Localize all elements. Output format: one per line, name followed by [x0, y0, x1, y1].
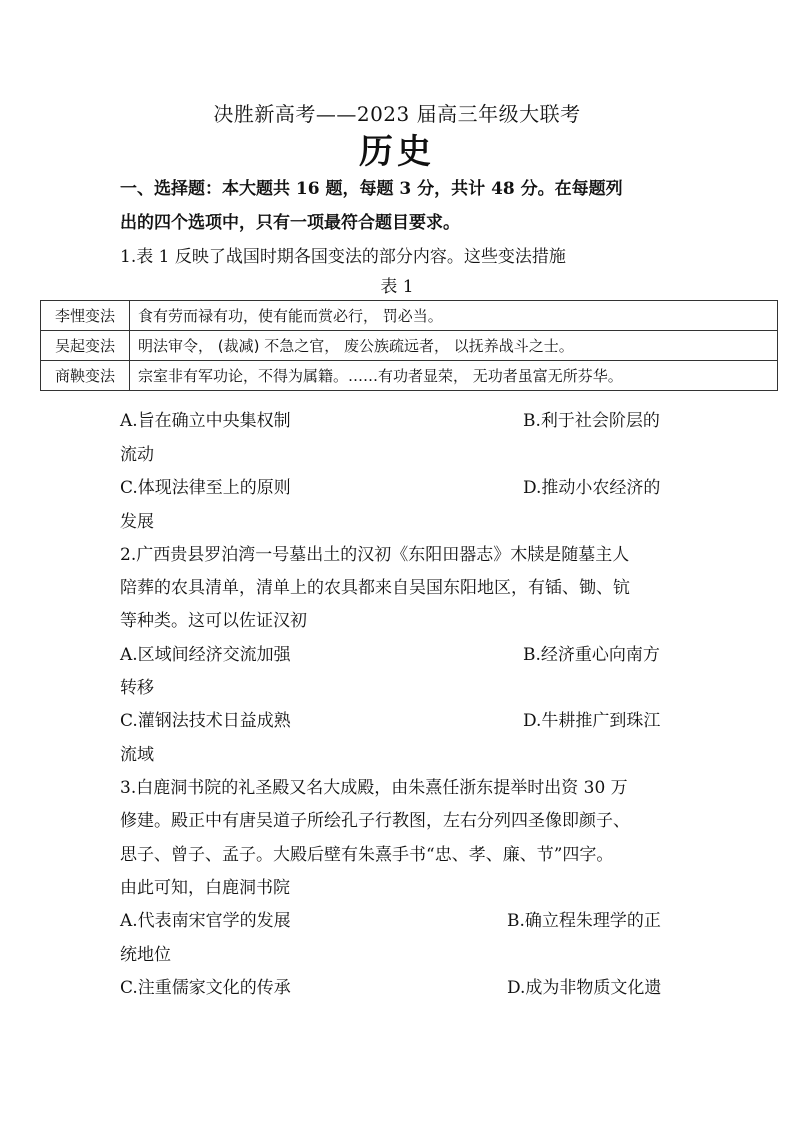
- reform-content: 宗室非有军功论，不得为属籍。……有功者显荣， 无功者虽富无所芬华。: [130, 361, 778, 391]
- table-caption: 表 1: [380, 277, 414, 297]
- exam-title: 决胜新高考——2023 届高三年级大联考: [213, 102, 581, 126]
- q2-option-b: B.经济重心向南方: [523, 645, 660, 665]
- table-row: [41, 331, 778, 361]
- question-3-stem-line3: 思子、曾子、孟子。大殿后壁有朱熹手书“忠、孝、廉、节”四字。: [120, 845, 614, 865]
- question-3-stem-line1: 3.白鹿洞书院的礼圣殿又名大成殿，由朱熹任浙东提举时出资 30 万: [120, 778, 628, 798]
- q3-option-b: B.确立程朱理学的正: [507, 911, 661, 931]
- q3-option-b-wrap: 统地位: [120, 945, 171, 965]
- q3-option-a: A.代表南宋官学的发展: [120, 911, 291, 931]
- q2-option-c: C.灌钢法技术日益成熟: [120, 711, 291, 731]
- question-1-stem: 1.表 1 反映了战国时期各国变法的部分内容。这些变法措施: [120, 247, 566, 267]
- table-row: [41, 301, 778, 331]
- reform-content: 食有劳而禄有功，使有能而赏必行， 罚必当。: [130, 301, 778, 331]
- q2-option-d: D.牛耕推广到珠江: [523, 711, 661, 731]
- question-3-stem-line2: 修建。殿正中有唐吴道子所绘孔子行教图，左右分列四圣像即颜子、: [120, 811, 630, 831]
- section-instruction-line1: 一、选择题：本大题共 16 题，每题 3 分，共计 48 分。在每题列: [120, 179, 623, 199]
- question-2-stem-line3: 等种类。这可以佐证汉初: [120, 611, 307, 631]
- subject-title: 历史: [359, 132, 435, 172]
- reform-table: [40, 300, 778, 391]
- section-instruction-line2: 出的四个选项中，只有一项最符合题目要求。: [120, 213, 460, 233]
- q1-option-b: B.利于社会阶层的: [523, 411, 660, 431]
- q1-option-b-wrap: 流动: [120, 445, 154, 465]
- q1-option-a: A.旨在确立中央集权制: [120, 411, 291, 431]
- q1-option-d: D.推动小农经济的: [523, 478, 661, 498]
- q3-option-d: D.成为非物质文化遗: [507, 978, 662, 998]
- q3-option-c: C.注重儒家文化的传承: [120, 978, 291, 998]
- q1-option-d-wrap: 发展: [120, 512, 154, 532]
- q2-option-d-wrap: 流域: [120, 745, 154, 765]
- reform-name: 吴起变法: [41, 331, 130, 361]
- reform-content: 明法审令， (裁减) 不急之官， 废公族疏远者， 以抚养战斗之士。: [130, 331, 778, 361]
- question-2-stem-line2: 陪葬的农具清单，清单上的农具都来自吴国东阳地区，有锸、锄、钪: [120, 578, 630, 598]
- q2-option-b-wrap: 转移: [120, 678, 154, 698]
- q1-option-c: C.体现法律至上的原则: [120, 478, 291, 498]
- table-row: [41, 361, 778, 391]
- reform-name: 李悝变法: [41, 301, 130, 331]
- question-2-stem-line1: 2.广西贵县罗泊湾一号墓出土的汉初《东阳田器志》木牍是随墓主人: [120, 545, 630, 565]
- reform-name: 商鞅变法: [41, 361, 130, 391]
- question-3-stem-line4: 由此可知，白鹿洞书院: [120, 878, 290, 898]
- q2-option-a: A.区域间经济交流加强: [120, 645, 291, 665]
